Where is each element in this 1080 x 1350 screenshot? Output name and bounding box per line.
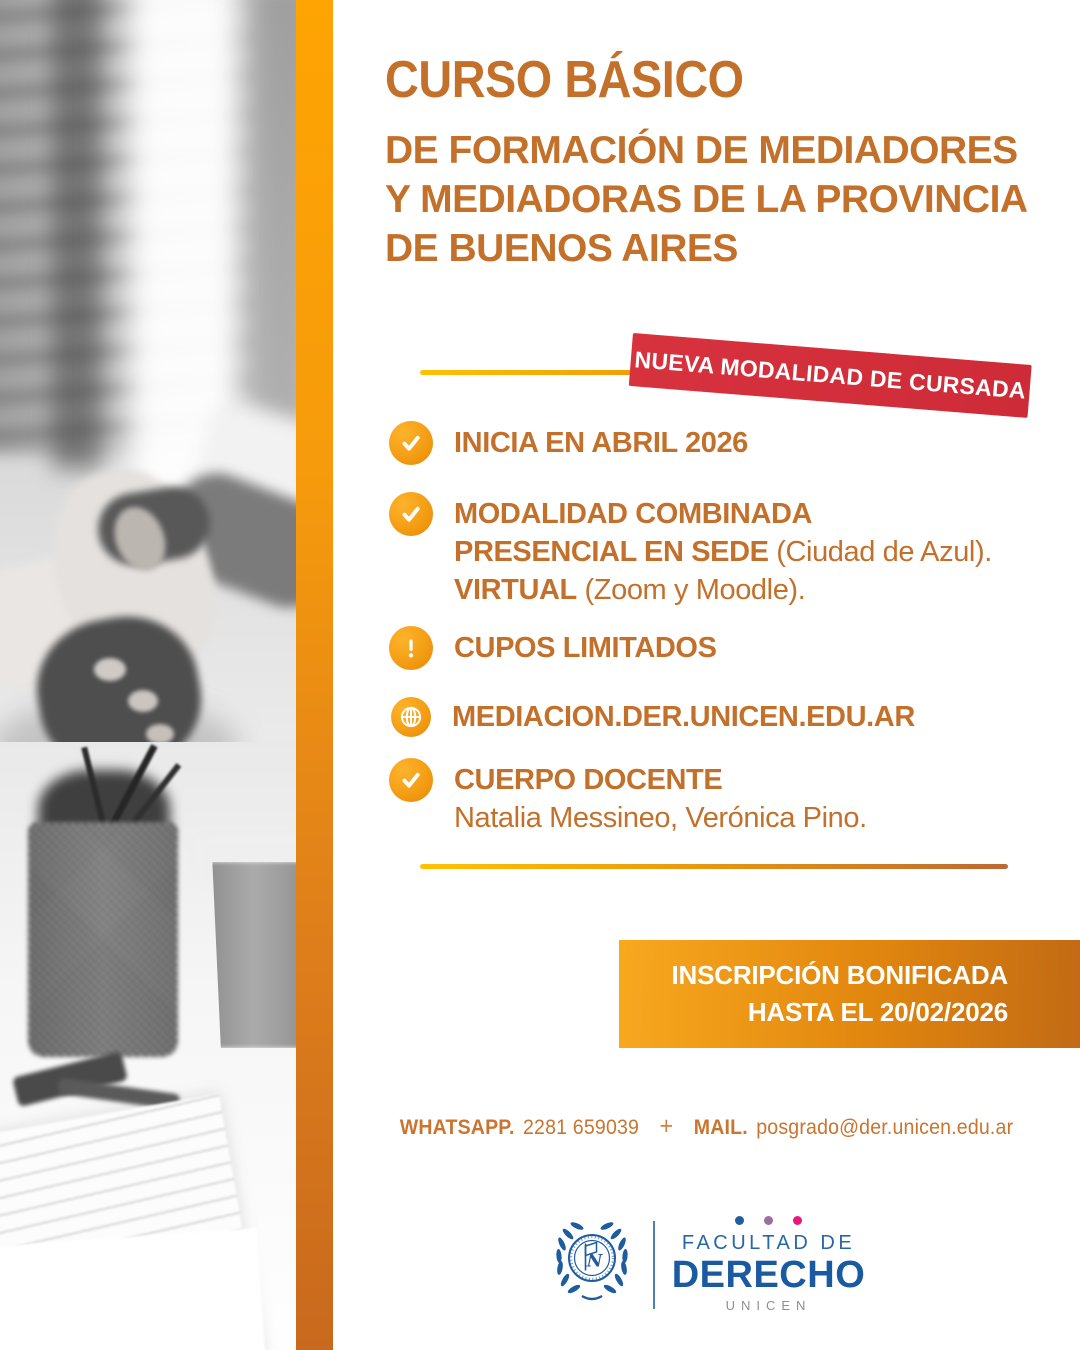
- item-line-bold: VIRTUAL: [454, 574, 577, 606]
- item-line-regular: (Ciudad de Azul).: [768, 536, 992, 568]
- orange-accent-bar: [296, 0, 333, 1350]
- item-line: CUERPO DOCENTE: [454, 764, 723, 796]
- university-label: UNICEN: [725, 1298, 812, 1313]
- course-title: CURSO BÁSICO: [385, 51, 744, 109]
- item-line-bold: PRESENCIAL EN SEDE: [454, 536, 769, 568]
- faculty-name: DERECHO: [671, 1254, 866, 1296]
- course-subtitle-line: Y MEDIADORAS DE LA PROVINCIA: [385, 178, 1028, 221]
- flyer-content: [333, 0, 1080, 1350]
- dot-blue-icon: [735, 1216, 744, 1225]
- mail-address[interactable]: posgrado@der.unicen.edu.ar: [756, 1116, 1014, 1139]
- plus-separator: +: [659, 1112, 674, 1140]
- item-line: CUPOS LIMITADOS: [454, 632, 717, 664]
- item-line-regular: (Zoom y Moodle).: [576, 574, 806, 606]
- list-item-modality: [389, 491, 1049, 609]
- check-icon: [389, 758, 433, 802]
- globe-icon: [391, 697, 431, 737]
- check-icon: [389, 492, 433, 536]
- faculty-label: FACULTAD DE: [681, 1232, 856, 1254]
- teachers-names: Natalia Messineo, Verónica Pino.: [454, 802, 867, 834]
- exclamation-icon: [389, 626, 433, 670]
- dot-purple-icon: [764, 1216, 773, 1225]
- course-subtitle-line: DE FORMACIÓN DE MEDIADORES: [385, 129, 1018, 172]
- logo-text: [672, 1216, 866, 1313]
- photo-pen-holder: [28, 822, 178, 1057]
- whatsapp-label: WHATSAPP.: [399, 1116, 515, 1139]
- list-item-start-date: [389, 420, 1049, 465]
- item-line: INICIA EN ABRIL 2026: [454, 427, 748, 459]
- whatsapp-number[interactable]: 2281 659039: [522, 1116, 640, 1139]
- mail-label: MAIL.: [693, 1116, 748, 1139]
- course-subtitle: [385, 126, 1065, 273]
- course-checklist: [389, 420, 1049, 837]
- list-item-teachers: [389, 757, 1049, 837]
- new-modality-banner: [629, 333, 1032, 418]
- item-text: [454, 625, 717, 667]
- item-text: [454, 491, 992, 609]
- faculty-logo: [333, 1216, 1080, 1313]
- promo-box: [619, 940, 1080, 1048]
- divider-line-bottom: [420, 864, 1008, 869]
- list-item-website: [389, 694, 1049, 737]
- banner-label: NUEVA MODALIDAD DE CURSADA: [633, 346, 1027, 404]
- course-subtitle-line: DE BUENOS AIRES: [385, 227, 738, 270]
- handshake-photo: [0, 0, 296, 1350]
- logo-dots: [735, 1216, 802, 1225]
- seal-monogram: N: [586, 1251, 603, 1272]
- unicen-seal-icon: [548, 1216, 636, 1313]
- promo-line: HASTA EL 20/02/2026: [747, 997, 1008, 1027]
- photo-fingernail: [146, 724, 174, 744]
- logo-divider: [653, 1221, 655, 1309]
- photo-fingernail: [94, 658, 126, 681]
- photo-papers: [0, 1228, 273, 1350]
- item-line: [454, 533, 992, 571]
- item-line: [454, 571, 992, 609]
- contact-row: [359, 1112, 1054, 1141]
- check-icon: [389, 421, 433, 465]
- website-url[interactable]: MEDIACION.DER.UNICEN.EDU.AR: [452, 701, 915, 733]
- item-line: MODALIDAD COMBINADA: [454, 498, 813, 530]
- dot-pink-icon: [793, 1216, 802, 1225]
- photo-dark-column: [52, 0, 100, 470]
- divider-line-top: [420, 370, 645, 375]
- photo-fingernail: [128, 690, 158, 712]
- item-text: [454, 420, 748, 462]
- item-text: [452, 694, 915, 736]
- list-item-limited-seats: [389, 625, 1049, 670]
- item-text: [454, 757, 867, 837]
- title-block: [385, 50, 1065, 273]
- promo-line: INSCRIPCIÓN BONIFICADA: [671, 960, 1008, 990]
